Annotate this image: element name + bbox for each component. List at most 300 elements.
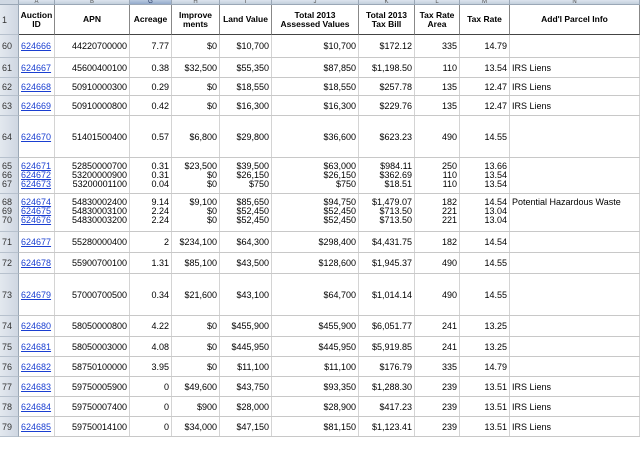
cell-apn[interactable] <box>55 116 130 157</box>
row-number-header[interactable] <box>0 337 19 357</box>
cell-value: 182 <box>441 197 457 207</box>
cell-acreage[interactable] <box>130 194 172 231</box>
cell-land-value[interactable] <box>220 253 272 273</box>
cell-acreage[interactable] <box>130 253 172 273</box>
cell-improve-ments[interactable] <box>172 116 220 157</box>
row-number-header[interactable] <box>0 397 19 417</box>
cell-land-value[interactable] <box>220 337 272 356</box>
auction-id-link[interactable]: 624671 <box>21 161 52 171</box>
cell-tax-rate[interactable] <box>460 58 510 77</box>
cell-add-l-parcel-info[interactable] <box>510 194 640 231</box>
row-number-header[interactable] <box>0 417 19 437</box>
cell-total-2013-assessed-values[interactable] <box>272 337 359 356</box>
cell-auction-id[interactable] <box>19 397 55 416</box>
cell-tax-rate[interactable] <box>460 158 510 193</box>
cell-acreage[interactable] <box>130 78 172 95</box>
column-header-auction-id[interactable]: Auction ID <box>19 5 55 35</box>
cell-add-l-parcel-info[interactable] <box>510 357 640 376</box>
cell-improve-ments[interactable] <box>172 397 220 416</box>
cell-value: $18,550 <box>236 82 269 92</box>
row-number: 65 <box>2 161 13 171</box>
auction-id-link[interactable]: 624679 <box>21 290 52 300</box>
cell-apn[interactable] <box>55 158 130 193</box>
row-number-header[interactable] <box>0 316 19 337</box>
row-number-header[interactable] <box>0 377 19 397</box>
auction-id-link[interactable]: 624667 <box>21 63 52 73</box>
row-number: 79 <box>2 422 13 432</box>
cell-apn[interactable] <box>55 274 130 315</box>
auction-id-link[interactable]: 624673 <box>21 179 52 189</box>
cell-value: $362.69 <box>379 170 412 180</box>
cell-add-l-parcel-info[interactable] <box>510 316 640 336</box>
cell-land-value[interactable] <box>220 35 272 57</box>
cell-improve-ments[interactable] <box>172 357 220 376</box>
column-header-total-2013-tax-bill[interactable]: Total 2013 Tax Bill <box>359 5 415 35</box>
auction-id-link[interactable]: 624678 <box>21 258 52 268</box>
cell-value: $39,500 <box>236 161 269 171</box>
cell-value: $1,479.07 <box>371 197 412 207</box>
cell-land-value[interactable] <box>220 194 272 231</box>
cell-value: 57000700500 <box>71 290 127 300</box>
cell-value: 44220700000 <box>71 41 127 51</box>
cell-tax-rate[interactable] <box>460 357 510 376</box>
row-number: 70 <box>2 215 13 225</box>
cell-improve-ments[interactable] <box>172 35 220 57</box>
cell-value: $26,150 <box>323 170 356 180</box>
cell-value: $445,950 <box>318 342 356 352</box>
cell-tax-rate-area[interactable] <box>415 253 460 273</box>
cell-acreage[interactable] <box>130 316 172 336</box>
cell-value: 52850000700 <box>71 161 127 171</box>
row-number[interactable]: 1 <box>0 5 19 35</box>
cell-value: $1,014.14 <box>371 290 412 300</box>
cell-tax-rate-area[interactable] <box>415 316 460 336</box>
row-number-header[interactable] <box>0 35 19 58</box>
cell-total-2013-tax-bill[interactable] <box>359 377 415 396</box>
cell-value: $4,431.75 <box>371 237 412 247</box>
cell-apn[interactable] <box>55 78 130 95</box>
cell-improve-ments[interactable] <box>172 417 220 436</box>
cell-value: 50910000300 <box>71 82 127 92</box>
auction-id-link[interactable]: 624672 <box>21 170 52 180</box>
cell-tax-rate[interactable] <box>460 274 510 315</box>
cell-improve-ments[interactable] <box>172 316 220 336</box>
cell-value: $0 <box>206 342 217 352</box>
cell-value: 55900700100 <box>71 258 127 268</box>
row-number: 66 <box>2 170 13 180</box>
cell-tax-rate-area[interactable] <box>415 274 460 315</box>
cell-total-2013-tax-bill[interactable] <box>359 316 415 336</box>
cell-apn[interactable] <box>55 417 130 436</box>
cell-total-2013-assessed-values[interactable] <box>272 158 359 193</box>
cell-value: 14.55 <box>484 132 507 142</box>
cell-add-l-parcel-info[interactable] <box>510 116 640 157</box>
cell-land-value[interactable] <box>220 78 272 95</box>
cell-total-2013-assessed-values[interactable] <box>272 316 359 336</box>
cell-tax-rate[interactable] <box>460 253 510 273</box>
column-letter-l[interactable]: L <box>415 0 460 5</box>
cell-value: 14.54 <box>484 237 507 247</box>
cell-value: $94,750 <box>323 197 356 207</box>
cell-add-l-parcel-info[interactable] <box>510 78 640 95</box>
cell-acreage[interactable] <box>130 397 172 416</box>
table-row <box>19 377 640 397</box>
row-number-header[interactable] <box>0 78 19 96</box>
cell-apn[interactable] <box>55 357 130 376</box>
cell-add-l-parcel-info[interactable] <box>510 274 640 315</box>
cell-value: $900 <box>196 402 217 412</box>
cell-value: $0 <box>206 179 217 189</box>
column-header-total-2013-assessed-values[interactable]: Total 2013 Assessed Values <box>272 5 359 35</box>
cell-tax-rate-area[interactable] <box>415 397 460 416</box>
cell-acreage[interactable] <box>130 377 172 396</box>
cell-acreage[interactable] <box>130 116 172 157</box>
cell-value: 221 <box>441 215 457 225</box>
cell-total-2013-tax-bill[interactable] <box>359 337 415 356</box>
column-letter-h[interactable]: H <box>172 0 220 5</box>
cell-value: $85,100 <box>184 258 217 268</box>
cell-value: 182 <box>441 237 457 247</box>
cell-total-2013-assessed-values[interactable] <box>272 78 359 95</box>
cell-value: $455,900 <box>231 321 269 331</box>
cell-improve-ments[interactable] <box>172 96 220 115</box>
cell-value: 54830003200 <box>71 215 127 225</box>
cell-value: 221 <box>441 206 457 216</box>
cell-auction-id[interactable] <box>19 158 55 193</box>
cell-value: 14.55 <box>484 258 507 268</box>
row-number: 61 <box>2 63 13 73</box>
cell-total-2013-assessed-values[interactable] <box>272 194 359 231</box>
cell-total-2013-assessed-values[interactable] <box>272 274 359 315</box>
row-number: 77 <box>2 382 13 392</box>
cell-value: $49,600 <box>184 382 217 392</box>
cell-total-2013-assessed-values[interactable] <box>272 232 359 252</box>
row-number-header[interactable] <box>0 96 19 116</box>
cell-acreage[interactable] <box>130 274 172 315</box>
table-row <box>19 96 640 116</box>
cell-value: 239 <box>441 422 457 432</box>
cell-tax-rate-area[interactable] <box>415 377 460 396</box>
cell-add-l-parcel-info[interactable] <box>510 337 640 356</box>
cell-value: 13.04 <box>484 206 507 216</box>
cell-apn[interactable] <box>55 337 130 356</box>
cell-value: 3.95 <box>151 362 169 372</box>
cell-tax-rate-area[interactable] <box>415 417 460 436</box>
cell-value: IRS Liens <box>512 382 552 392</box>
cell-auction-id[interactable] <box>19 194 55 231</box>
cell-apn[interactable] <box>55 232 130 252</box>
cell-improve-ments[interactable] <box>172 337 220 356</box>
cell-tax-rate[interactable] <box>460 377 510 396</box>
cell-value: 59750007400 <box>71 402 127 412</box>
row-number: 71 <box>2 237 13 247</box>
cell-tax-rate[interactable] <box>460 35 510 57</box>
cell-total-2013-assessed-values[interactable] <box>272 35 359 57</box>
cell-apn[interactable] <box>55 397 130 416</box>
cell-total-2013-tax-bill[interactable] <box>359 357 415 376</box>
cell-land-value[interactable] <box>220 417 272 436</box>
cell-improve-ments[interactable] <box>172 78 220 95</box>
cell-value: $0 <box>206 101 217 111</box>
cell-value: 0.38 <box>151 63 169 73</box>
cell-value: 13.54 <box>484 170 507 180</box>
cell-value: $298,400 <box>318 237 356 247</box>
cell-acreage[interactable] <box>130 232 172 252</box>
row-number-header[interactable] <box>0 274 19 316</box>
row-number-header[interactable] <box>0 158 19 194</box>
cell-land-value[interactable] <box>220 316 272 336</box>
cell-add-l-parcel-info[interactable] <box>510 96 640 115</box>
cell-total-2013-tax-bill[interactable] <box>359 232 415 252</box>
cell-total-2013-assessed-values[interactable] <box>272 116 359 157</box>
row-number-header[interactable] <box>0 232 19 253</box>
cell-value: $32,500 <box>184 63 217 73</box>
row-number: 60 <box>2 41 13 51</box>
table-row <box>19 194 640 232</box>
cell-total-2013-tax-bill[interactable] <box>359 253 415 273</box>
cell-value: $0 <box>206 321 217 331</box>
cell-land-value[interactable] <box>220 158 272 193</box>
cell-land-value[interactable] <box>220 58 272 77</box>
cell-value: $47,150 <box>236 422 269 432</box>
cell-auction-id[interactable] <box>19 58 55 77</box>
cell-improve-ments[interactable] <box>172 232 220 252</box>
cell-tax-rate-area[interactable] <box>415 58 460 77</box>
cell-tax-rate[interactable] <box>460 78 510 95</box>
row-number: 74 <box>2 321 13 331</box>
cell-value: 45600400100 <box>71 63 127 73</box>
cell-add-l-parcel-info[interactable] <box>510 158 640 193</box>
cell-value: Potential Hazardous Waste <box>512 197 621 207</box>
cell-value: $229.76 <box>379 101 412 111</box>
cell-value: 4.08 <box>151 342 169 352</box>
cell-apn[interactable] <box>55 316 130 336</box>
cell-auction-id[interactable] <box>19 116 55 157</box>
cell-value: 335 <box>441 41 457 51</box>
row-number-header[interactable] <box>0 253 19 274</box>
cell-acreage[interactable] <box>130 96 172 115</box>
cell-improve-ments[interactable] <box>172 253 220 273</box>
cell-auction-id[interactable] <box>19 253 55 273</box>
column-header-add-l-parcel-info[interactable]: Add'l Parcel Info <box>510 5 640 35</box>
cell-auction-id[interactable] <box>19 337 55 356</box>
cell-auction-id[interactable] <box>19 232 55 252</box>
cell-value: 12.47 <box>484 82 507 92</box>
cell-tax-rate-area[interactable] <box>415 78 460 95</box>
cell-improve-ments[interactable] <box>172 377 220 396</box>
column-letter-n[interactable]: N <box>510 0 640 5</box>
cell-add-l-parcel-info[interactable] <box>510 253 640 273</box>
cell-land-value[interactable] <box>220 397 272 416</box>
cell-value: 12.47 <box>484 101 507 111</box>
cell-tax-rate-area[interactable] <box>415 357 460 376</box>
cell-total-2013-assessed-values[interactable] <box>272 377 359 396</box>
cell-add-l-parcel-info[interactable] <box>510 377 640 396</box>
cell-add-l-parcel-info[interactable] <box>510 35 640 57</box>
cell-tax-rate-area[interactable] <box>415 232 460 252</box>
cell-land-value[interactable] <box>220 116 272 157</box>
cell-tax-rate[interactable] <box>460 337 510 356</box>
cell-tax-rate-area[interactable] <box>415 337 460 356</box>
cell-apn[interactable] <box>55 96 130 115</box>
cell-add-l-parcel-info[interactable] <box>510 232 640 252</box>
cell-value: 490 <box>441 290 457 300</box>
cell-total-2013-tax-bill[interactable] <box>359 158 415 193</box>
cell-value: $55,350 <box>236 63 269 73</box>
auction-id-link[interactable]: 624684 <box>21 402 52 412</box>
cell-value: 335 <box>441 362 457 372</box>
column-letter-m[interactable]: M <box>460 0 510 5</box>
cell-auction-id[interactable] <box>19 377 55 396</box>
auction-id-link[interactable]: 624674 <box>21 197 52 207</box>
cell-land-value[interactable] <box>220 377 272 396</box>
cell-tax-rate[interactable] <box>460 116 510 157</box>
column-letter-i[interactable]: I <box>220 0 272 5</box>
row-number-header[interactable] <box>0 58 19 78</box>
cell-land-value[interactable] <box>220 357 272 376</box>
cell-improve-ments[interactable] <box>172 158 220 193</box>
cell-auction-id[interactable] <box>19 417 55 436</box>
cell-total-2013-tax-bill[interactable] <box>359 194 415 231</box>
cell-auction-id[interactable] <box>19 316 55 336</box>
auction-id-link[interactable]: 624668 <box>21 82 52 92</box>
cell-value: $43,100 <box>236 290 269 300</box>
cell-land-value[interactable] <box>220 232 272 252</box>
auction-id-link[interactable]: 624681 <box>21 342 52 352</box>
cell-value: 0.04 <box>151 179 169 189</box>
column-header-acreage[interactable]: Acreage <box>130 5 172 35</box>
column-header-improve-ments[interactable]: Improve ments <box>172 5 220 35</box>
cell-value: 13.51 <box>484 402 507 412</box>
cell-tax-rate[interactable] <box>460 194 510 231</box>
cell-value: $6,800 <box>189 132 217 142</box>
column-letter-k[interactable]: K <box>359 0 415 5</box>
cell-improve-ments[interactable] <box>172 194 220 231</box>
cell-add-l-parcel-info[interactable] <box>510 58 640 77</box>
auction-id-link[interactable]: 624675 <box>21 206 52 216</box>
cell-apn[interactable] <box>55 35 130 57</box>
cell-total-2013-tax-bill[interactable] <box>359 116 415 157</box>
cell-add-l-parcel-info[interactable] <box>510 417 640 436</box>
auction-id-link[interactable]: 624683 <box>21 382 52 392</box>
cell-value: IRS Liens <box>512 422 552 432</box>
row-number-header[interactable] <box>0 194 19 232</box>
column-header-apn[interactable]: APN <box>55 5 130 35</box>
cell-total-2013-assessed-values[interactable] <box>272 253 359 273</box>
column-letter-b[interactable]: B <box>55 0 130 5</box>
cell-total-2013-assessed-values[interactable] <box>272 417 359 436</box>
cell-total-2013-tax-bill[interactable] <box>359 58 415 77</box>
cell-acreage[interactable] <box>130 337 172 356</box>
cell-total-2013-tax-bill[interactable] <box>359 35 415 57</box>
cell-total-2013-tax-bill[interactable] <box>359 78 415 95</box>
cell-value: 2 <box>163 237 169 247</box>
cell-total-2013-tax-bill[interactable] <box>359 397 415 416</box>
cell-auction-id[interactable] <box>19 35 55 57</box>
cell-apn[interactable] <box>55 194 130 231</box>
cell-add-l-parcel-info[interactable] <box>510 397 640 416</box>
auction-id-link[interactable]: 624682 <box>21 362 52 372</box>
cell-value: 241 <box>441 342 457 352</box>
cell-total-2013-assessed-values[interactable] <box>272 96 359 115</box>
cell-value: 14.54 <box>484 197 507 207</box>
cell-land-value[interactable] <box>220 96 272 115</box>
column-letter-j[interactable]: J <box>272 0 359 5</box>
cell-acreage[interactable] <box>130 357 172 376</box>
cell-tax-rate-area[interactable] <box>415 35 460 57</box>
cell-improve-ments[interactable] <box>172 274 220 315</box>
row-number-header[interactable] <box>0 116 19 158</box>
cell-total-2013-tax-bill[interactable] <box>359 417 415 436</box>
auction-id-link[interactable]: 624685 <box>21 422 52 432</box>
cell-value: $16,300 <box>323 101 356 111</box>
auction-id-link[interactable]: 624680 <box>21 321 52 331</box>
cell-value: 239 <box>441 382 457 392</box>
column-header-land-value[interactable]: Land Value <box>220 5 272 35</box>
cell-tax-rate[interactable] <box>460 232 510 252</box>
auction-id-link[interactable]: 624676 <box>21 215 52 225</box>
cell-value: 14.79 <box>484 362 507 372</box>
cell-acreage[interactable] <box>130 58 172 77</box>
cell-apn[interactable] <box>55 58 130 77</box>
cell-tax-rate-area[interactable] <box>415 158 460 193</box>
cell-auction-id[interactable] <box>19 274 55 315</box>
cell-land-value[interactable] <box>220 274 272 315</box>
cell-apn[interactable] <box>55 377 130 396</box>
cell-value: 54830003100 <box>71 206 127 216</box>
cell-tax-rate-area[interactable] <box>415 96 460 115</box>
auction-id-link[interactable]: 624670 <box>21 132 52 142</box>
column-letter-g[interactable]: G <box>130 0 172 5</box>
cell-tax-rate[interactable] <box>460 397 510 416</box>
cell-total-2013-tax-bill[interactable] <box>359 96 415 115</box>
auction-id-link[interactable]: 624666 <box>21 41 52 51</box>
cell-value: $0 <box>206 170 217 180</box>
column-header-tax-rate[interactable]: Tax Rate <box>460 5 510 35</box>
table-row <box>19 35 640 58</box>
cell-value: 13.25 <box>484 321 507 331</box>
cell-tax-rate[interactable] <box>460 316 510 336</box>
cell-acreage[interactable] <box>130 35 172 57</box>
cell-total-2013-assessed-values[interactable] <box>272 397 359 416</box>
cell-value: $52,450 <box>323 215 356 225</box>
cell-tax-rate-area[interactable] <box>415 194 460 231</box>
cell-auction-id[interactable] <box>19 78 55 95</box>
cell-tax-rate[interactable] <box>460 96 510 115</box>
cell-total-2013-assessed-values[interactable] <box>272 357 359 376</box>
cell-apn[interactable] <box>55 253 130 273</box>
cell-acreage[interactable] <box>130 417 172 436</box>
auction-id-link[interactable]: 624677 <box>21 237 52 247</box>
cell-tax-rate[interactable] <box>460 417 510 436</box>
cell-total-2013-assessed-values[interactable] <box>272 58 359 77</box>
row-number-header[interactable] <box>0 357 19 377</box>
cell-improve-ments[interactable] <box>172 58 220 77</box>
column-header-tax-rate-area[interactable]: Tax Rate Area <box>415 5 460 35</box>
cell-tax-rate-area[interactable] <box>415 116 460 157</box>
cell-total-2013-tax-bill[interactable] <box>359 274 415 315</box>
column-letter-a[interactable]: A <box>19 0 55 5</box>
cell-value: $36,600 <box>323 132 356 142</box>
cell-auction-id[interactable] <box>19 357 55 376</box>
cell-value: $455,900 <box>318 321 356 331</box>
cell-auction-id[interactable] <box>19 96 55 115</box>
cell-value: $1,123.41 <box>371 422 412 432</box>
cell-acreage[interactable] <box>130 158 172 193</box>
auction-id-link[interactable]: 624669 <box>21 101 52 111</box>
cell-value: 51401500400 <box>71 132 127 142</box>
row-number: 72 <box>2 258 13 268</box>
